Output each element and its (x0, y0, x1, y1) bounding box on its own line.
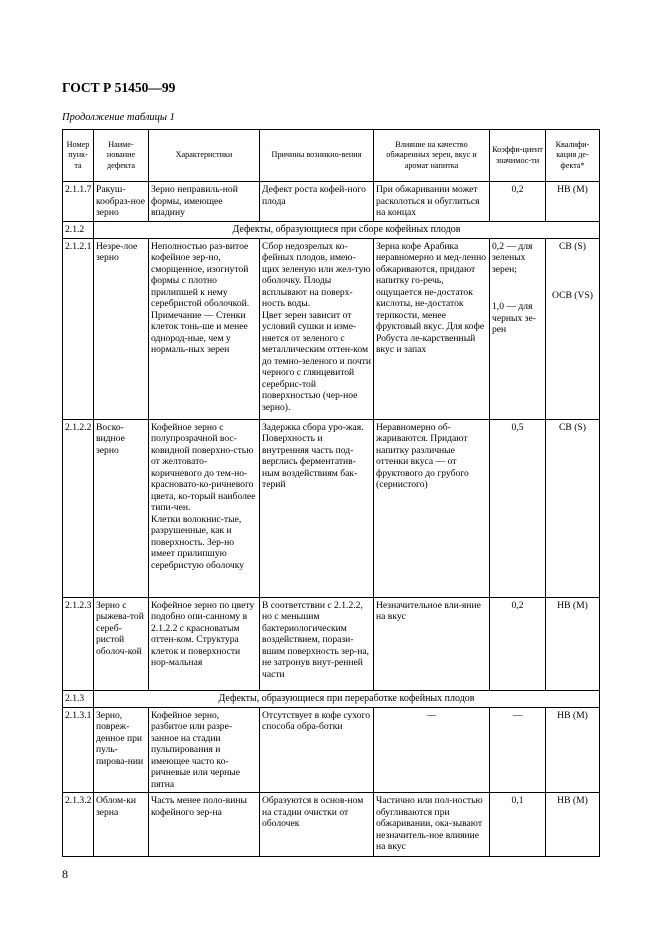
text: Образуются в основ-ном на стадии очистки от оболочек (262, 795, 364, 829)
col-header-name: Наиме-нование дефекта (94, 130, 149, 182)
row-number: 2.1.2.3 (63, 597, 94, 690)
text: Отсутствует в кофе сухого способа обра-ботки (262, 709, 371, 732)
text: В соответствии с 2.1.2.2, но с меньшим бактериологическим воздействием, порази-вшим поверхность зер-на, не затронув внут-ренней части (262, 599, 370, 680)
text: Часть менее поло-вины кофейного зер-на (151, 795, 247, 818)
col-header-effect: Влияние на качество обжаренных зерен, вкус и аромат напитка (374, 130, 490, 182)
row-characteristics (149, 707, 260, 793)
page-number: 8 (62, 867, 68, 881)
row-causes (260, 419, 374, 597)
row-characteristics (149, 182, 260, 222)
text: Цвет зерен зависит от условий сушки и изме-няется от зеленого с металлическим оттен-ком до темно-зеленого и почти черного с глянцевитой серебрис-той поверхностью (чер-ное зерно). (262, 309, 372, 413)
row-characteristics (149, 597, 260, 690)
row-causes (260, 707, 374, 793)
table-row (63, 419, 600, 597)
row-qualification (546, 707, 600, 793)
row-causes (260, 182, 374, 222)
row-coefficient (490, 182, 546, 222)
row-coefficient (490, 793, 546, 857)
text: Дефект роста кофей-ного плода (262, 184, 366, 207)
row-effect (374, 597, 490, 690)
document-header: ГОСТ Р 51450—99 (62, 80, 176, 95)
text: Клетки волокнис-тые, разрушенные, как и поверхность. Зер-но имеет прилипшую серебристую оболочку (151, 513, 245, 571)
text: Зерно неправиль-ной формы, имеющее впадину (151, 184, 238, 218)
text: 1,0 — для черных зе-рен (492, 301, 536, 335)
row-characteristics (149, 238, 260, 419)
row-defect-name: Зерно с рыжева-той сереб-ристой оболоч-кой (94, 597, 149, 690)
row-number: 2.1.3.1 (63, 707, 94, 793)
col-header-qualification: Квалифи-кация де-фекта* (546, 130, 600, 182)
col-header-causes: Причины возникно-вения (260, 130, 374, 182)
section-title: Дефекты, образующиеся при сборе кофейных плодов (94, 221, 600, 238)
text: 0,5 (511, 421, 524, 433)
row-number: 2.1.1.7 (63, 182, 94, 222)
table-row (63, 707, 600, 793)
row-coefficient (490, 238, 546, 419)
row-effect (374, 238, 490, 419)
row-causes (260, 793, 374, 857)
text: НВ (М) (557, 184, 588, 195)
table-row (63, 182, 600, 222)
table-subtitle: Продолжение таблицы 1 (62, 112, 175, 123)
row-qualification (546, 419, 600, 597)
col-header-number: Номер пунк-та (63, 130, 94, 182)
table-header-row (63, 130, 600, 182)
text: При обжаривании может расколоться и обуглиться на концах (376, 184, 480, 218)
section-number: 2.1.2 (63, 221, 94, 238)
row-coefficient (490, 707, 546, 793)
table-row (63, 793, 600, 857)
row-defect-name: Зерно, повреж-денное при пуль-пирова-нии (94, 707, 149, 793)
text: Незначительное вли-яние на вкус (376, 599, 481, 622)
row-causes (260, 597, 374, 690)
row-characteristics (149, 793, 260, 857)
row-effect (374, 707, 490, 793)
row-defect-name: Воско-видное зерно (94, 419, 149, 597)
text: 0,1 (511, 795, 524, 806)
row-effect (374, 793, 490, 857)
row-coefficient (490, 419, 546, 597)
row-causes (260, 238, 374, 419)
text: 0,2 — для зеленых зерен; (492, 240, 533, 275)
row-qualification (546, 182, 600, 222)
note-text: Примечание — Стенки клеток тонь-ше и менее однород-ные, чем у нормаль-ных зерен (151, 309, 248, 355)
text: Кофейное зерно, разбитое или разре-занное на стадии пульпирования и имеющее часто ко-ричневые или черные пятна (151, 709, 240, 790)
text: — (426, 709, 437, 721)
section-number: 2.1.3 (63, 690, 94, 707)
text: — (512, 709, 523, 721)
row-defect-name: Незре-лое зерно (94, 238, 149, 419)
text: СВ (S) (559, 421, 586, 433)
row-number: 2.1.3.2 (63, 793, 94, 857)
table-row (63, 238, 600, 419)
text: НВ (М) (557, 599, 588, 611)
row-number: 2.1.2.1 (63, 238, 94, 419)
text: Неполностью раз-витое кофейное зер-но, сморщенное, изогнутой формы с плотно прилипшей к нему серебристой оболочкой. (151, 240, 250, 309)
text: СВ (S) (559, 240, 586, 252)
row-effect (374, 182, 490, 222)
text: Задержка сбора уро-жая. Поверхность и внутренняя часть под-верглись ферментатив-ным воздействиям бак-терий (262, 421, 364, 490)
text: Частично или пол-ностью обугливаются при обжаривании, ока-зывают незначитель-ное влияние на вкус (376, 795, 483, 852)
text: 0,2 (511, 184, 524, 195)
defects-table (62, 129, 600, 857)
section-row (63, 690, 600, 707)
text: Зерна кофе Арабика неравномерно и мед-ленно обжариваются, придают напитку го-речь, ощущается не-достаток кислоты, не-достаток терпкости, менее фруктовый вкус. Для кофе Робуста ле-карственный вкус и запах (376, 240, 487, 355)
row-defect-name: Облом-ки зерна (94, 793, 149, 857)
text: Кофейное зерно по цвету подобно опи-санному в 2.1.2.2 с красноватым оттен-ком. Структура клеток и поверхности нор-мальная (151, 599, 255, 668)
text: Сбор недозрелых ко-фейных плодов, имею-щих зеленую или жел-тую оболочку. Плоды всплывают на поверх-ность воды. (262, 240, 371, 309)
row-coefficient (490, 597, 546, 690)
section-title: Дефекты, образующиеся при переработке кофейных плодов (94, 690, 600, 707)
row-characteristics (149, 419, 260, 597)
row-number: 2.1.2.2 (63, 419, 94, 597)
row-qualification (546, 597, 600, 690)
text: НВ (М) (557, 795, 588, 806)
text: Неравномерно об-жариваются. Придают напитку различные оттенки вкуса — от фруктового до грубого (сернистого) (376, 421, 469, 490)
section-row (63, 221, 600, 238)
text: НВ (М) (557, 709, 588, 721)
text: 0,2 (511, 599, 524, 611)
row-qualification (546, 793, 600, 857)
col-header-characteristics: Характеристики (149, 130, 260, 182)
text: Кофейное зерно с полупрозрачной вос-ковидной поверхно-стью от желтовато-коричневого до тем-но-красновато-ко-ричневого цвета, ко-торый наиболее типи-чен. (151, 421, 256, 513)
row-defect-name: Ракуш-кообраз-ное зерно (94, 182, 149, 222)
text: ОСВ (VS) (552, 290, 593, 301)
table-row (63, 597, 600, 690)
row-qualification (546, 238, 600, 419)
col-header-coefficient: Коэффи-циент значимос-ти (490, 130, 546, 182)
row-effect (374, 419, 490, 597)
